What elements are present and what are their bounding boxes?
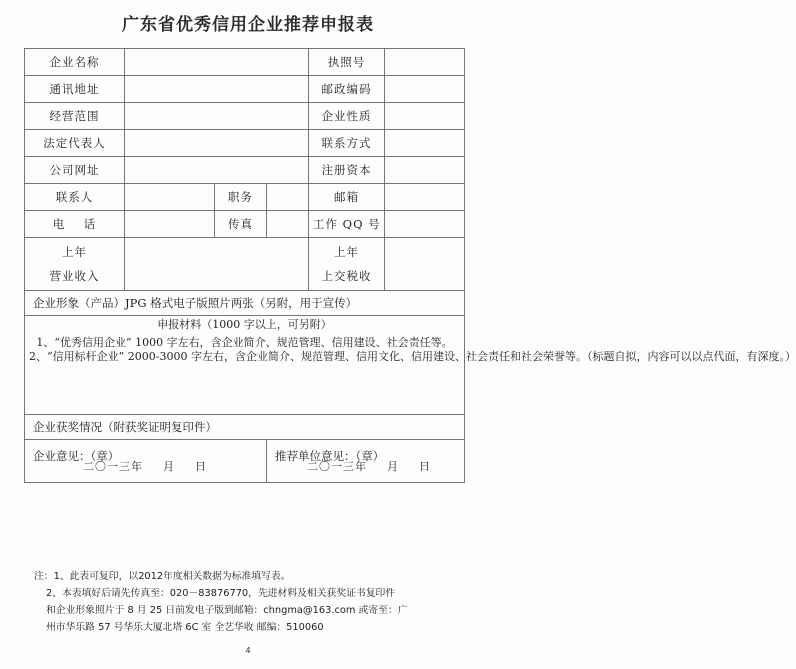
email-label: 邮箱	[309, 184, 385, 211]
month-text: 月	[163, 460, 175, 473]
phone-field[interactable]	[125, 211, 215, 238]
address-label: 通讯地址	[25, 76, 125, 103]
application-heading: 申报材料（1000 字以上，可另附）	[157, 318, 332, 331]
revenue-label-cell	[25, 238, 125, 291]
awards-row[interactable]: 企业获奖情况（附获奖证明复印件）	[25, 415, 465, 440]
fax-field[interactable]	[267, 211, 309, 238]
notes	[34, 568, 474, 636]
tax-label-cell	[309, 238, 385, 291]
registered-capital-field[interactable]	[385, 157, 465, 184]
month-text: 月	[387, 460, 399, 473]
position-label: 职务	[215, 184, 267, 211]
recommender-opinion-date	[307, 458, 451, 474]
application-item-2: 2、“信用标杆企业” 2000-3000 字左右，含企业简介、规范管理、信用文化、信用建设、社会责任和社会荣誉等。（标题自拟，内容可以以点代面，有深度。）	[29, 350, 796, 363]
year-text: 二〇一三年	[307, 460, 367, 473]
business-scope-field[interactable]	[125, 103, 309, 130]
company-name-field[interactable]	[125, 49, 309, 76]
last-year-label: 上年	[62, 245, 87, 259]
contact-method-label: 联系方式	[309, 130, 385, 157]
company-opinion-label: 企业意见：（章）	[33, 449, 120, 463]
business-scope-label: 经营范围	[25, 103, 125, 130]
revenue-label: 营业收入	[49, 269, 100, 283]
legal-rep-field[interactable]	[125, 130, 309, 157]
recommender-opinion[interactable]	[267, 440, 465, 483]
last-year-label-2: 上年	[334, 245, 359, 259]
company-opinion[interactable]	[25, 440, 267, 483]
website-label: 公司网址	[25, 157, 125, 184]
work-qq-label: 工作 QQ 号	[309, 211, 385, 238]
postcode-field[interactable]	[385, 76, 465, 103]
company-opinion-date	[83, 458, 227, 474]
fax-label: 传真	[215, 211, 267, 238]
company-nature-field[interactable]	[385, 103, 465, 130]
recommender-opinion-label: 推荐单位意见：（章）	[275, 449, 385, 463]
note-line-2: 2、本表填好后请先传真至：020－83876770，先进材料及相关获奖证书复印件	[46, 588, 396, 599]
company-nature-label: 企业性质	[309, 103, 385, 130]
note-line-4: 州市华乐路 57 号华乐大厦北塔 6C 室 全艺华收 邮编：510060	[46, 622, 324, 633]
website-field[interactable]	[125, 157, 309, 184]
day-text: 日	[195, 460, 207, 473]
application-materials[interactable]	[25, 316, 796, 415]
tax-paid-field[interactable]	[385, 238, 465, 291]
application-item-1: 1、“优秀信用企业” 1000 字左右，含企业简介、规范管理、信用建设、社会责任等。	[36, 336, 453, 349]
image-row: 企业形象（产品）JPG 格式电子版照片两张（另附，用于宣传）	[25, 291, 465, 316]
application-form-table	[24, 48, 796, 483]
phone-label: 电 话	[25, 211, 125, 238]
tax-paid-label: 上交税收	[321, 269, 372, 283]
year-text: 二〇一三年	[83, 460, 143, 473]
postcode-label: 邮政编码	[309, 76, 385, 103]
form-title: 广东省优秀信用企业推荐申报表	[122, 15, 374, 35]
note-line-3: 和企业形象照片于 8 月 25 日前发电子版到邮箱：chngma@163.com 或寄至：广	[46, 605, 408, 616]
company-name-label: 企业名称	[25, 49, 125, 76]
revenue-field[interactable]	[125, 238, 309, 291]
note-line-1: 注：1、此表可复印，以2012年度相关数据为标准填写表。	[34, 571, 291, 582]
email-field[interactable]	[385, 184, 465, 211]
address-field[interactable]	[125, 76, 309, 103]
license-no-label: 执照号	[309, 49, 385, 76]
contact-person-field[interactable]	[125, 184, 215, 211]
work-qq-field[interactable]	[385, 211, 465, 238]
contact-person-label: 联系人	[25, 184, 125, 211]
registered-capital-label: 注册资本	[309, 157, 385, 184]
page-number: 4	[245, 646, 251, 655]
contact-method-field[interactable]	[385, 130, 465, 157]
legal-rep-label: 法定代表人	[25, 130, 125, 157]
day-text: 日	[419, 460, 431, 473]
position-field[interactable]	[267, 184, 309, 211]
license-no-field[interactable]	[385, 49, 465, 76]
